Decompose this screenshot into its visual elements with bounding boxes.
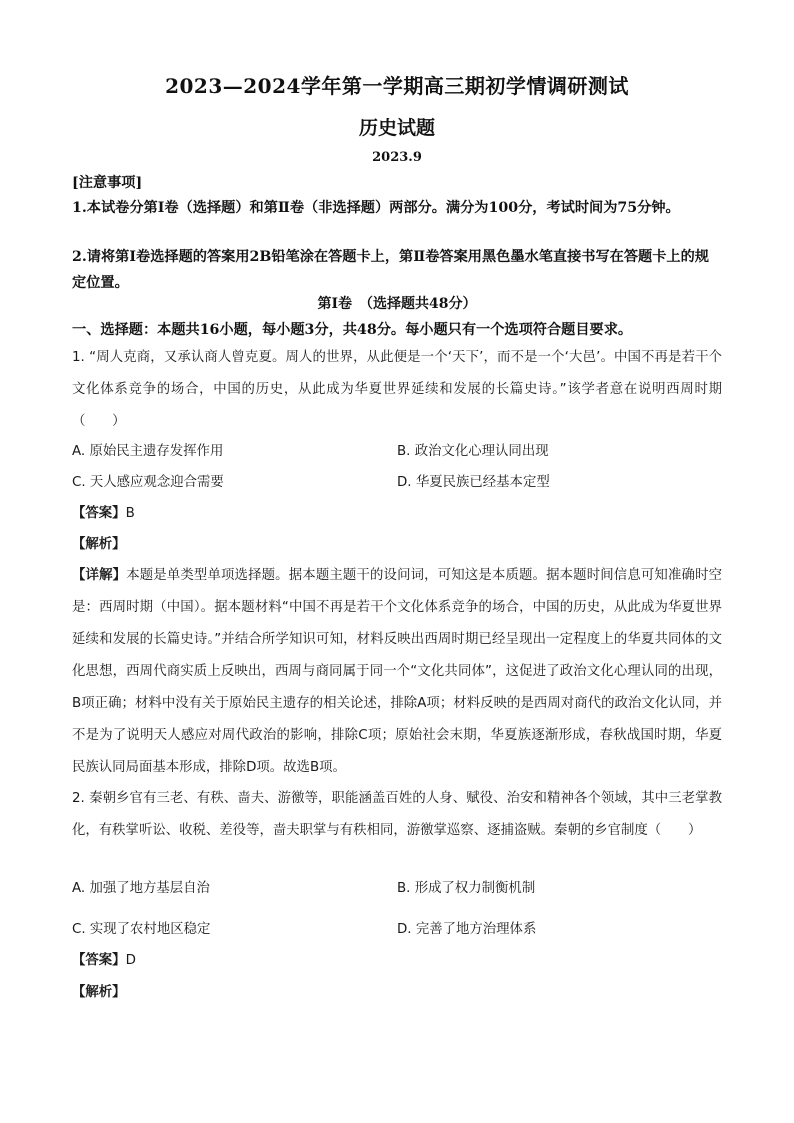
notice-item-2: 2.请将第Ⅰ卷选择题的答案用2B铅笔涂在答题卡上，第Ⅱ卷答案用黑色墨水笔直接书写在答题卡上的规定位置。 — [72, 249, 709, 291]
answer-value: B — [125, 506, 135, 521]
question-2-analysis-label — [72, 983, 126, 1003]
part1-heading: 第Ⅰ卷 （选择题共48分） — [317, 296, 477, 312]
exam-date: 2023.9 — [372, 150, 422, 165]
question-1-option-d: D. 华夏民族已经基本定型 — [397, 475, 550, 490]
question-2-option-a: A. 加强了地方基层自治 — [72, 881, 210, 896]
analysis-label: 【解析】 — [72, 537, 126, 552]
question-1-option-b: B. 政治文化心理认同出现 — [397, 444, 549, 459]
notice-item-1: 1.本试卷分第Ⅰ卷（选择题）和第Ⅱ卷（非选择题）两部分。满分为100分，考试时间为75分钟。 — [72, 200, 680, 216]
question-2-option-b: B. 形成了权力制衡机制 — [397, 881, 536, 896]
detail-label: 【详解】 — [72, 568, 127, 583]
answer-label: 【答案】 — [72, 953, 126, 968]
section-heading: 一、选择题：本题共16小题，每小题3分，共48分。每小题只有一个选项符合题目要求。 — [72, 322, 633, 338]
subject-title: 历史试题 — [358, 117, 435, 139]
question-1-stem: 1. “周人克商，又承认商人曾克夏。周人的世界，从此便是一个‘天下’，而不是一个‘大邑’。中国不再是若干个文化体系竞争的场合，中国的历史，从此成为华夏世界延续和发展的长篇史诗。”该学者意在说明西周时期（ ） — [72, 350, 722, 429]
question-2-answer — [72, 951, 136, 971]
question-1-detail — [72, 560, 722, 784]
analysis-label: 【解析】 — [72, 985, 126, 1000]
question-1-option-c: C. 天人感应观念迎合需要 — [72, 475, 224, 490]
question-1-analysis-label — [72, 535, 126, 555]
question-1-answer — [72, 504, 135, 524]
answer-value: D — [125, 953, 136, 968]
exam-title: 2023—2024学年第一学期高三期初学情调研测试 — [165, 74, 629, 98]
detail-text: 本题是单类型单项选择题。据本题主题干的设问词，可知这是本质题。据本题时间信息可知准确时空是：西周时期（中国）。据本题材料“中国不再是若干个文化体系竞争的场合，中国的历史，从此成为华夏世界延续和发展的长篇史诗。”并结合所学知识可知，材料反映出西周时期已经呈现出一定程度上的华夏共同体的文化思想，西周代商实质上反映出，西周与商同属于同一个“文化共同体”，这促进了政治文化心理认同的出现，B项正确；材料中没有关于原始民主遗存的相关论述，排除A项；材料反映的是西周对商代的政治文化认同，并不是为了说明天人感应对周代政治的影响，排除C项；原始社会末期，华夏族逐渐形成，春秋战国时期，华夏民族认同局面基本形成，排除D项。故选B项。 — [72, 568, 723, 775]
question-1-option-a: A. 原始民主遗存发挥作用 — [72, 444, 224, 459]
question-2-option-c: C. 实现了农村地区稳定 — [72, 922, 211, 937]
question-2-stem: 2. 秦朝乡官有三老、有秩、啬夫、游徼等，职能涵盖百姓的人身、赋役、治安和精神各个领域，其中三老掌教化，有秩掌听讼、收税、差役等，啬夫职掌与有秩相同，游徼掌巡察、逐捕盗贼。秦朝的乡官制度（ ） — [72, 791, 722, 838]
answer-label: 【答案】 — [72, 506, 126, 521]
question-2-option-d: D. 完善了地方治理体系 — [397, 922, 537, 937]
notice-heading: [注意事项] — [72, 175, 143, 191]
